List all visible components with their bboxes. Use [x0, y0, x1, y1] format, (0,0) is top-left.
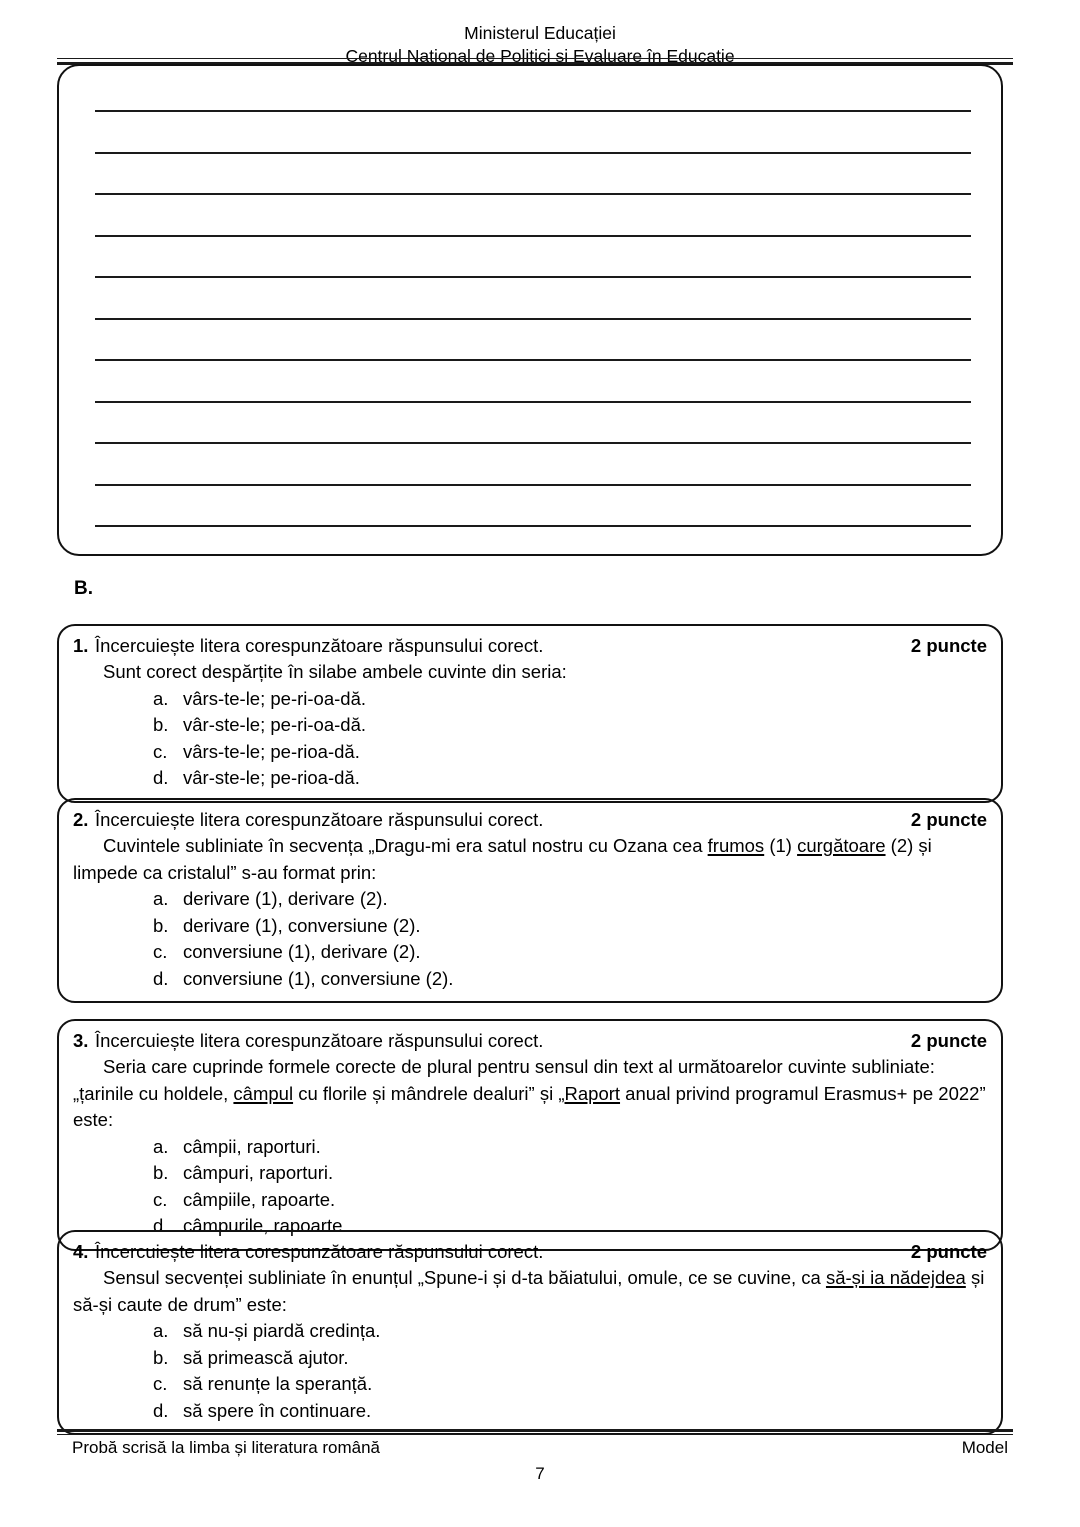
- option-text: câmpuri, raporturi.: [183, 1162, 334, 1183]
- question-number: 1.: [73, 635, 89, 656]
- question-option[interactable]: [73, 1160, 987, 1187]
- option-letter[interactable]: d.: [153, 1215, 169, 1236]
- option-text: să nu-și piardă credința.: [183, 1320, 381, 1341]
- answer-write-line[interactable]: [95, 318, 971, 320]
- question-instruction-row: [73, 807, 987, 833]
- option-text: derivare (1), derivare (2).: [183, 888, 388, 909]
- question-option[interactable]: [73, 686, 987, 713]
- question-option[interactable]: [73, 1134, 987, 1161]
- option-text: să primească ajutor.: [183, 1346, 349, 1368]
- option-text: conversiune (1), conversiune (2).: [183, 967, 454, 989]
- question-option[interactable]: [73, 1371, 987, 1398]
- option-text: vâr-ste-le; pe-ri-oa-dă.: [183, 714, 367, 735]
- option-letter[interactable]: b.: [153, 914, 169, 936]
- option-letter[interactable]: a.: [153, 1135, 169, 1157]
- header-center: Centrul Național de Politici și Evaluare în Educație: [345, 46, 735, 66]
- question-number: 3.: [73, 1030, 89, 1051]
- option-letter[interactable]: c.: [153, 1188, 168, 1210]
- option-letter[interactable]: b.: [153, 714, 169, 735]
- question-option[interactable]: [73, 1318, 987, 1345]
- answer-write-line[interactable]: [95, 235, 971, 237]
- answer-write-line[interactable]: [95, 276, 971, 278]
- question-option[interactable]: [73, 1398, 987, 1425]
- question-points: 2 puncte: [910, 1030, 987, 1051]
- question-instruction: Încercuiește litera corespunzătoare răspunsului corect.: [95, 1030, 544, 1051]
- question-box: [57, 798, 1003, 1003]
- question-options: [73, 886, 987, 992]
- option-letter[interactable]: a.: [153, 687, 169, 709]
- header-ministry: Ministerul Educației: [464, 23, 616, 43]
- option-letter[interactable]: c.: [153, 1373, 168, 1394]
- option-letter[interactable]: a.: [153, 888, 169, 909]
- question-stem: Cuvintele subliniate în secvența „Dragu-mi era satul nostru cu Ozana cea frumos (1) curgătoare (2) și limpede ca cristalul” s-au format prin:: [73, 835, 932, 883]
- option-text: derivare (1), conversiune (2).: [183, 914, 421, 936]
- option-letter[interactable]: d.: [153, 1399, 169, 1421]
- question-points: 2 puncte: [910, 809, 987, 830]
- question-stem: Sunt corect despărțite în silabe ambele cuvinte din seria:: [103, 661, 567, 682]
- question-box: [57, 1019, 1003, 1251]
- header-rule-thin: [57, 58, 1013, 59]
- answer-write-line[interactable]: [95, 193, 971, 195]
- question-option[interactable]: [73, 913, 987, 940]
- footer-exam-title: Probă scrisă la limba și literatura română: [72, 1438, 381, 1457]
- question-stem: Seria care cuprinde formele corecte de plural pentru sensul din text al următoarelor cuvinte subliniate: „țarinile cu holdele, câmpul cu florile și mândrele dealuri” și „Raport anual privind programul Erasmus+ pe 2022” este:: [73, 1056, 986, 1130]
- question-options: [73, 1134, 987, 1240]
- option-letter[interactable]: d.: [153, 967, 169, 989]
- question-option[interactable]: [73, 712, 987, 739]
- answer-write-line[interactable]: [95, 359, 971, 361]
- question-instruction: Încercuiește litera corespunzătoare răspunsului corect.: [95, 635, 544, 656]
- option-text: conversiune (1), derivare (2).: [183, 941, 421, 962]
- option-text: vârs-te-le; pe-rioa-dă.: [183, 740, 360, 762]
- option-letter[interactable]: d.: [153, 767, 169, 788]
- question-box: [57, 1230, 1003, 1435]
- question-number: 2.: [73, 809, 89, 830]
- question-option[interactable]: [73, 1345, 987, 1372]
- answer-lines-area[interactable]: [57, 64, 1003, 556]
- answer-write-line[interactable]: [95, 152, 971, 154]
- option-letter[interactable]: b.: [153, 1162, 169, 1183]
- question-number: 4.: [73, 1241, 89, 1262]
- option-text: vâr-ste-le; pe-rioa-dă.: [183, 767, 360, 788]
- question-option[interactable]: [73, 939, 987, 966]
- part-label-b: B.: [74, 578, 93, 599]
- option-text: vârs-te-le; pe-ri-oa-dă.: [183, 687, 367, 709]
- answer-write-line[interactable]: [95, 525, 971, 527]
- question-stem: Sensul secvenței subliniate în enunțul „Spune-i și d-ta băiatului, omule, ce se cuvine, ca să-și ia nădejdea și să-și caute de drum” este:: [73, 1267, 985, 1315]
- option-letter[interactable]: c.: [153, 740, 168, 762]
- question-instruction: Încercuiește litera corespunzătoare răspunsului corect.: [95, 809, 544, 830]
- footer-rule-thick: [57, 1429, 1013, 1432]
- answer-write-line[interactable]: [95, 110, 971, 112]
- option-text: să renunțe la speranță.: [183, 1373, 373, 1394]
- question-instruction-row: [73, 1239, 987, 1265]
- answer-write-line[interactable]: [95, 442, 971, 444]
- footer-rule-thin: [57, 1434, 1013, 1435]
- question-points: 2 puncte: [910, 635, 987, 656]
- option-text: să spere în continuare.: [183, 1399, 372, 1421]
- option-text: câmpiile, rapoarte.: [183, 1188, 336, 1210]
- question-instruction-row: [73, 1028, 987, 1054]
- question-option[interactable]: [73, 1187, 987, 1214]
- question-option[interactable]: [73, 765, 987, 792]
- option-letter[interactable]: a.: [153, 1320, 169, 1341]
- answer-write-line[interactable]: [95, 401, 971, 403]
- page-number: 7: [535, 1464, 545, 1483]
- question-instruction-row: [73, 633, 987, 659]
- question-options: [73, 686, 987, 792]
- question-instruction: Încercuiește litera corespunzătoare răspunsului corect.: [95, 1241, 544, 1262]
- answer-write-line[interactable]: [95, 484, 971, 486]
- option-text: câmpurile, rapoarte.: [183, 1215, 348, 1236]
- question-option[interactable]: [73, 886, 987, 913]
- question-option[interactable]: [73, 966, 987, 993]
- question-box: [57, 624, 1003, 803]
- option-letter[interactable]: c.: [153, 941, 168, 962]
- footer-model-label: Model: [961, 1438, 1008, 1457]
- question-option[interactable]: [73, 739, 987, 766]
- question-points: 2 puncte: [910, 1241, 987, 1262]
- question-options: [73, 1318, 987, 1424]
- option-text: câmpii, raporturi.: [183, 1135, 321, 1157]
- option-letter[interactable]: b.: [153, 1346, 169, 1368]
